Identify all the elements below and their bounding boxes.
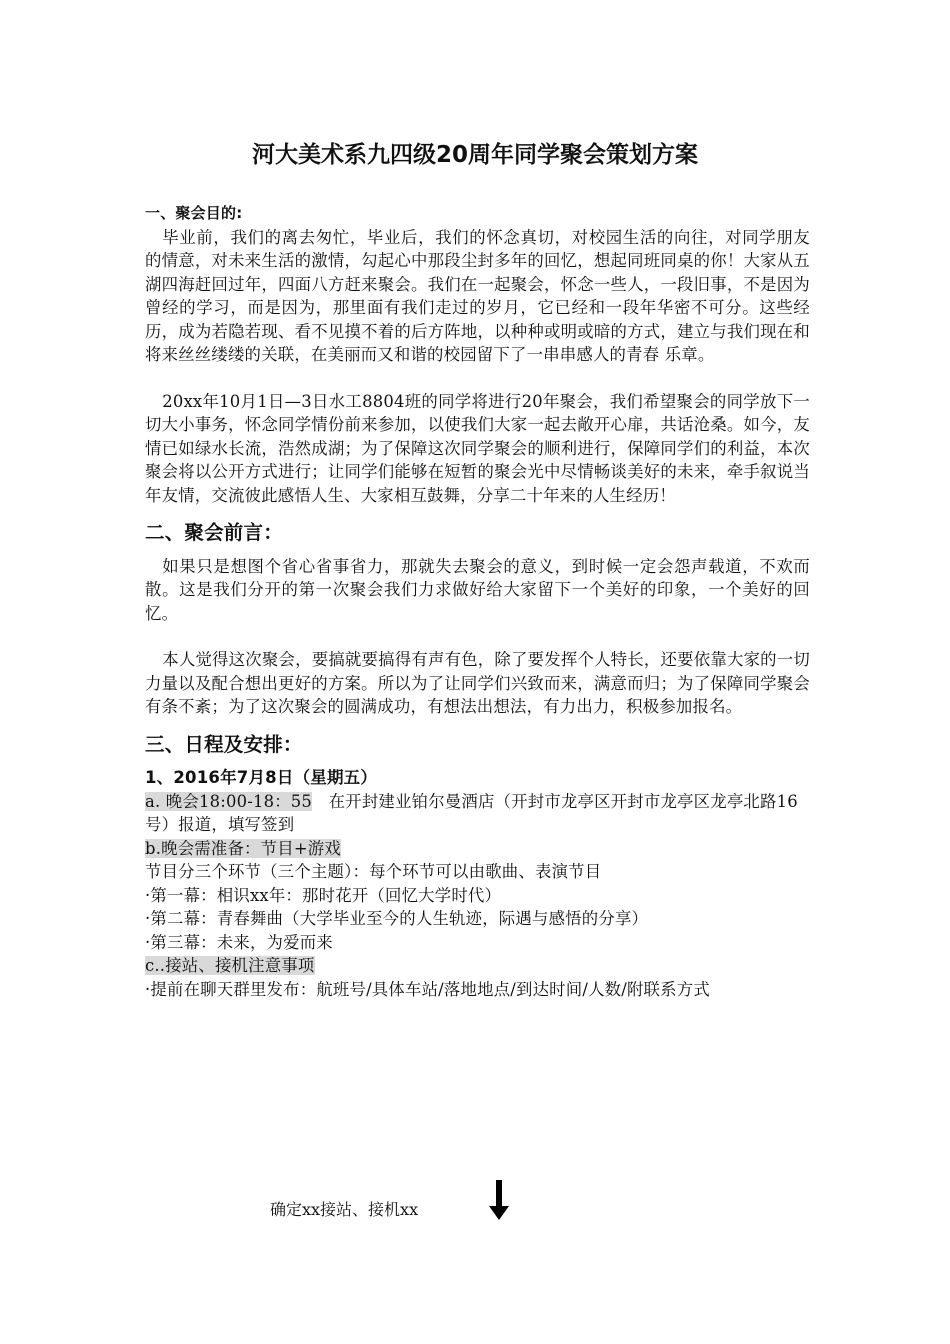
notice-line: ·提前在聊天群里发布：航班号/具体车站/落地地点/到达时间/人数/附联系方式 [145, 979, 710, 999]
section3-heading: 三、日程及安排： [145, 732, 303, 756]
item-b [145, 837, 810, 861]
item-b-label: b.晚会需准备：节目+游戏 [145, 838, 341, 858]
program-intro: 节目分三个环节（三个主题）：每个环节可以由歌曲、表演节目 [145, 862, 602, 881]
document-body [145, 202, 860, 1001]
item-a-label: a. 晚会18:00-18：55 [145, 791, 313, 811]
act-1: ·第一幕：相识xx年：那时花开（回忆大学时代） [145, 885, 502, 905]
item-c [145, 954, 810, 978]
item-c-label: c..接站、接机注意事项 [145, 956, 315, 975]
section1-heading: 一、聚会目的: [145, 204, 243, 222]
section2-paragraph-1: 如果只是想图个省心省事省力，那就失去聚会的意义，到时候一定会怨声载道，不欢而散。这是我们分开的第一次聚会我们力求做好给大家留下一个美好的印象，一个美好的回忆。 [145, 556, 810, 623]
act-2: ·第二幕：青春舞曲（大学毕业至今的人生轨迹，际遇与感悟的分享） [145, 909, 649, 928]
item-a [145, 790, 810, 837]
document-title: 河大美术系九四级20周年同学聚会策划方案 [251, 142, 698, 168]
act-3: ·第三幕：未来，为爱而来 [145, 932, 333, 952]
section2-paragraph-2: 本人觉得这次聚会，要搞就要搞得有声有色，除了要发挥个人特长，还要依靠大家的一切力量以及配合想出更好的方案。所以为了让同学们兴致而来，满意而归；为了保障同学聚会有条不紊；为了这次聚会的圆满成功，有想法出想法，有力出力，积极参加报名。 [145, 650, 810, 716]
section1-paragraph-2: 20xx年10月1日—3日水工8804班的同学将进行20年聚会，我们希望聚会的同学放下一切大小事务，怀念同学情份前来参加，以使我们大家一起去敞开心扉，共话沧桑。如今，友情已如绿水长流，浩然成湖；为了保障这次同学聚会的顺利进行，保障同学们的利益，本次聚会将以公开方式进行；让同学们能够在短暂的聚会光中尽情畅谈美好的未来，牵手叙说当年友情，交流彼此感悟人生、大家相互鼓舞，分享二十年来的人生经历！ [145, 391, 810, 505]
item-a-text: 在开封建业铂尔曼酒店（开封市龙亭区开封市龙亭区龙亭北路16号）报道，填写签到 [145, 791, 798, 834]
section1-paragraph-1: 毕业前，我们的离去匆忙，毕业后，我们的怀念真切，对校园生活的向往，对同学朋友 的情意，对未来生活的激情，勾起心中那段尘封多年的回忆，想起同班同桌的你！大家从五湖四海赶回过年，四面八方赶来聚会。我们在一起聚会，怀念一些人，一段旧事，不是因为曾经的学习，而是因为，那里面有我们走过的岁月，它已经和一段年华密不可分。这些经历，成为若隐若现、看不见摸不着的后方阵地，以种种或明或暗的方式，建立与我们现在和将来丝丝缕缕的关联，在美丽而又和谐的校园留下了一串串感人的青春 乐章。 [145, 227, 860, 364]
section2-heading: 二、聚会前言： [145, 521, 283, 544]
arrow-down-icon [488, 1180, 510, 1220]
schedule-date: 1、2016年7月8日（星期五） [145, 768, 378, 787]
spacer [145, 367, 810, 390]
spacer [145, 625, 810, 648]
confirm-row [270, 1180, 570, 1220]
confirm-text: 确定xx接站、接机xx [270, 1200, 419, 1219]
